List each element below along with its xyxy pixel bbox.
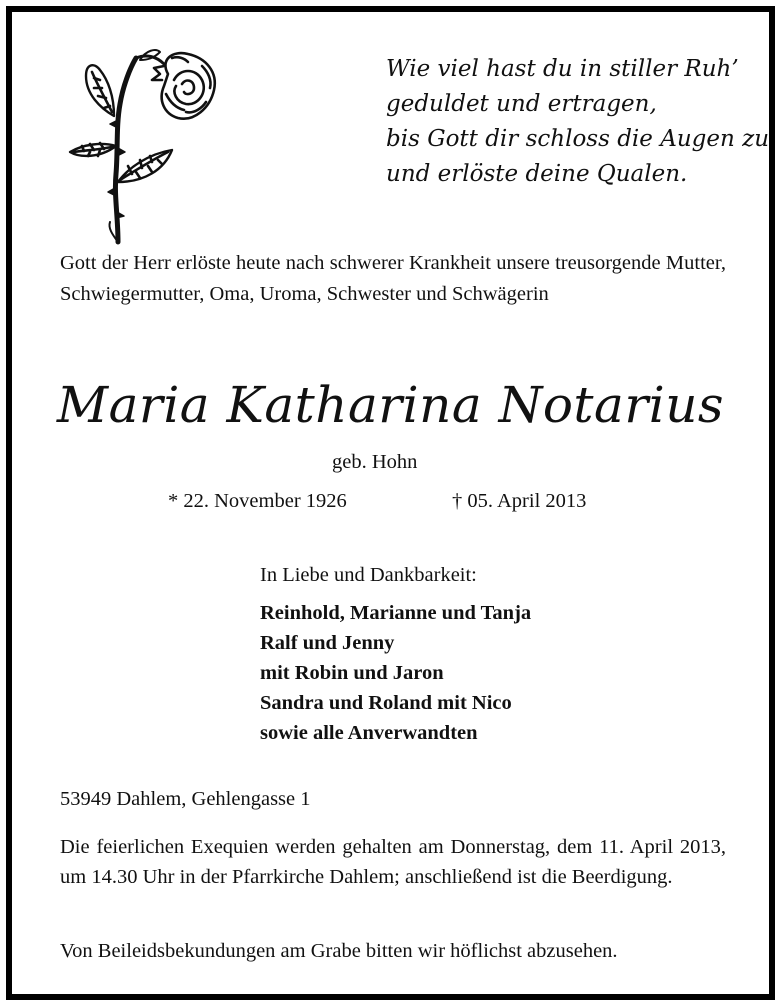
intro-text: Gott der Herr erlöste heute nach schwerer Krankheit unsere treusorgende Mutter, Schwiegermutter, Oma, Uroma, Schwester und Schwägerin [60, 252, 726, 305]
mourner-line: Reinhold, Marianne und Tanja [260, 602, 532, 624]
birth-date: * 22. November 1926 [168, 490, 347, 512]
deceased-name: Maria Katharina Notarius [56, 376, 725, 434]
mourner-line: Sandra und Roland mit Nico [260, 692, 512, 714]
maiden-name: geb. Hohn [332, 451, 418, 473]
mourners-heading: In Liebe und Dankbarkeit: [260, 564, 477, 586]
poem-line: und erlöste deine Qualen. [386, 161, 688, 187]
poem-line: Wie viel hast du in stiller Ruh’ [386, 56, 739, 82]
death-date: † 05. April 2013 [452, 490, 587, 512]
mourner-line: Ralf und Jenny [260, 632, 395, 654]
rose-icon [56, 46, 226, 246]
mourner-line: sowie alle Anverwandten [260, 722, 478, 744]
obituary-frame [6, 6, 775, 1000]
mourner-line: mit Robin und Jaron [260, 662, 444, 684]
poem-line: geduldet und ertragen, [386, 91, 657, 117]
condolence-note: Von Beileidsbekundungen am Grabe bitten wir höflichst abzusehen. [60, 940, 618, 962]
poem-line: bis Gott dir schloss die Augen zu [386, 126, 770, 152]
poem [386, 52, 770, 192]
service-info: Die feierlichen Exequien werden gehalten am Donnerstag, dem 11. April 2013, um 14.30 Uhr in der Pfarrkirche Dahlem; anschließend ist die Beerdigung. [60, 836, 726, 888]
mourners-list [260, 598, 531, 748]
obituary-content [12, 12, 769, 994]
address: 53949 Dahlem, Gehlengasse 1 [60, 788, 311, 810]
